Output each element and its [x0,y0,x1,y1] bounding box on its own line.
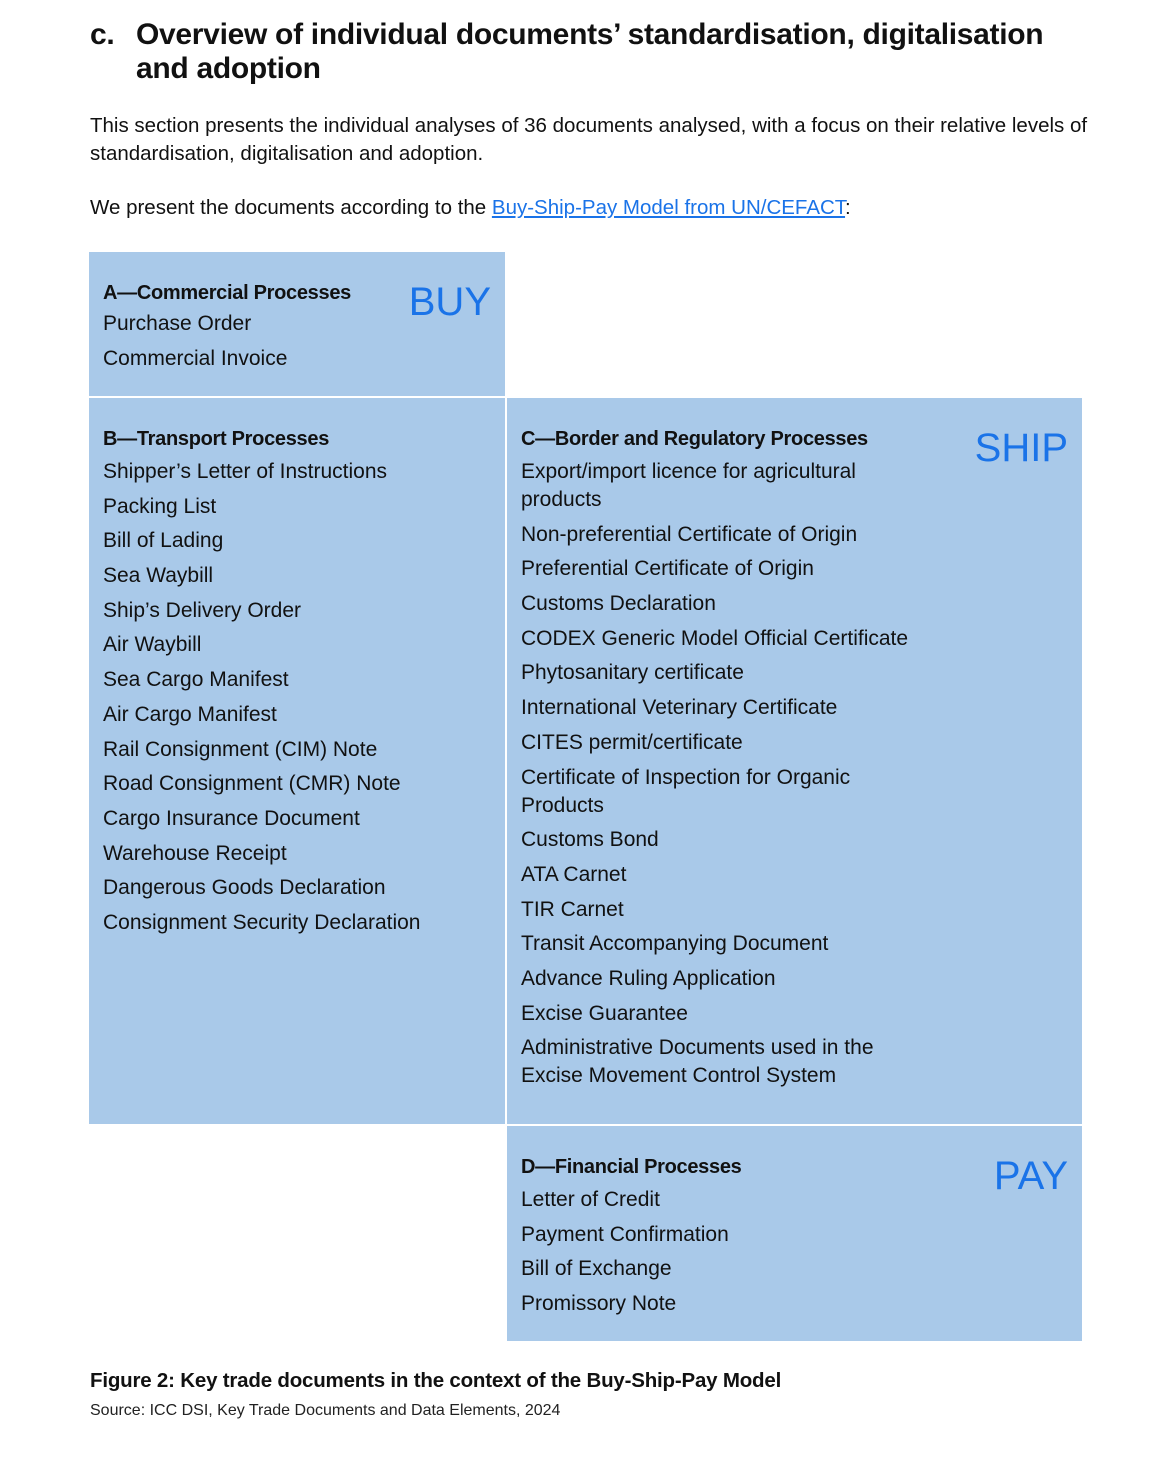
document-item: International Veterinary Certificate [521,696,838,720]
document-item: Administrative Documents used in the Excise Movement Control System [521,1036,874,1088]
box-title: A—Commercial Processes [103,282,351,304]
document-item: Advance Ruling Application [521,966,776,990]
box-title: B—Transport Processes [103,428,330,450]
document-item: Dangerous Goods Declaration [103,876,386,900]
document-item: Phytosanitary certificate [521,661,744,685]
stage-label-buy: BUY [408,280,491,324]
document-item: Ship’s Delivery Order [103,598,302,622]
section-title: Overview of individual documents’ standardisation, digitalisation and adoption [136,18,1044,85]
document-item: Bill of Lading [103,529,224,553]
section-marker: c. [90,18,115,51]
model-sentence-prefix: We present the documents according to the [90,196,492,219]
intro-paragraph: This section presents the individual analyses of 36 documents analysed, with a focus on their relative levels of standardisation, digitalisation and adoption. [90,114,1088,165]
transport-processes-box [89,398,505,1124]
document-item: Export/import licence for agricultural products [521,460,856,511]
figure-caption: Figure 2: Key trade documents in the context of the Buy-Ship-Pay Model [90,1369,782,1392]
document-item: Letter of Credit [521,1188,660,1211]
document-item: Customs Bond [521,828,659,852]
document-list [521,458,1068,1090]
document-item: Sea Cargo Manifest [103,668,289,692]
document-item: Excise Guarantee [521,1001,688,1025]
document-item: Certificate of Inspection for Organic Products [521,765,851,817]
document-item: Purchase Order [103,312,252,335]
document-item: Transit Accompanying Document [521,932,829,956]
document-item: CITES permit/certificate [521,730,743,754]
section-heading [90,18,1090,86]
document-item: Shipper’s Letter of Instructions [103,460,388,483]
figure-source: Source: ICC DSI, Key Trade Documents and Data Elements, 2024 [90,1402,561,1419]
box-title: D—Financial Processes [521,1156,742,1178]
document-item: Cargo Insurance Document [103,806,360,830]
document-item: Packing List [103,494,217,518]
document-item: Bill of Exchange [521,1257,672,1281]
document-item: CODEX Generic Model Official Certificate [521,626,909,650]
buy-ship-pay-model-link[interactable]: Buy-Ship-Pay Model from UN/CEFACT [491,196,846,219]
stage-label-ship: SHIP [974,426,1068,470]
document-item: ATA Carnet [521,862,627,886]
border-regulatory-processes-box [507,398,1082,1124]
document-item: Non-preferential Certificate of Origin [521,522,858,546]
document-item: Air Waybill [103,633,202,657]
document-list [521,1186,1068,1318]
document-item: Promissory Note [521,1292,677,1316]
financial-processes-box [507,1126,1082,1341]
document-item: Payment Confirmation [521,1222,729,1246]
document-list [103,458,491,937]
document-item: Rail Consignment (CIM) Note [103,737,378,761]
model-sentence-suffix: : [845,196,851,219]
document-item: Customs Declaration [521,592,716,616]
stage-label-pay: PAY [993,1154,1068,1198]
document-item: Air Cargo Manifest [103,702,277,726]
document-item: Sea Waybill [103,564,214,588]
document-item: Warehouse Receipt [103,841,287,865]
box-title: C—Border and Regulatory Processes [521,428,868,450]
document-item: Commercial Invoice [103,346,288,370]
document-item: Consignment Security Declaration [103,910,421,934]
document-item: TIR Carnet [521,897,624,921]
document-item: Preferential Certificate of Origin [521,557,814,581]
document-item: Road Consignment (CMR) Note [103,772,401,796]
commercial-processes-box [89,252,505,396]
model-sentence [90,194,1090,222]
